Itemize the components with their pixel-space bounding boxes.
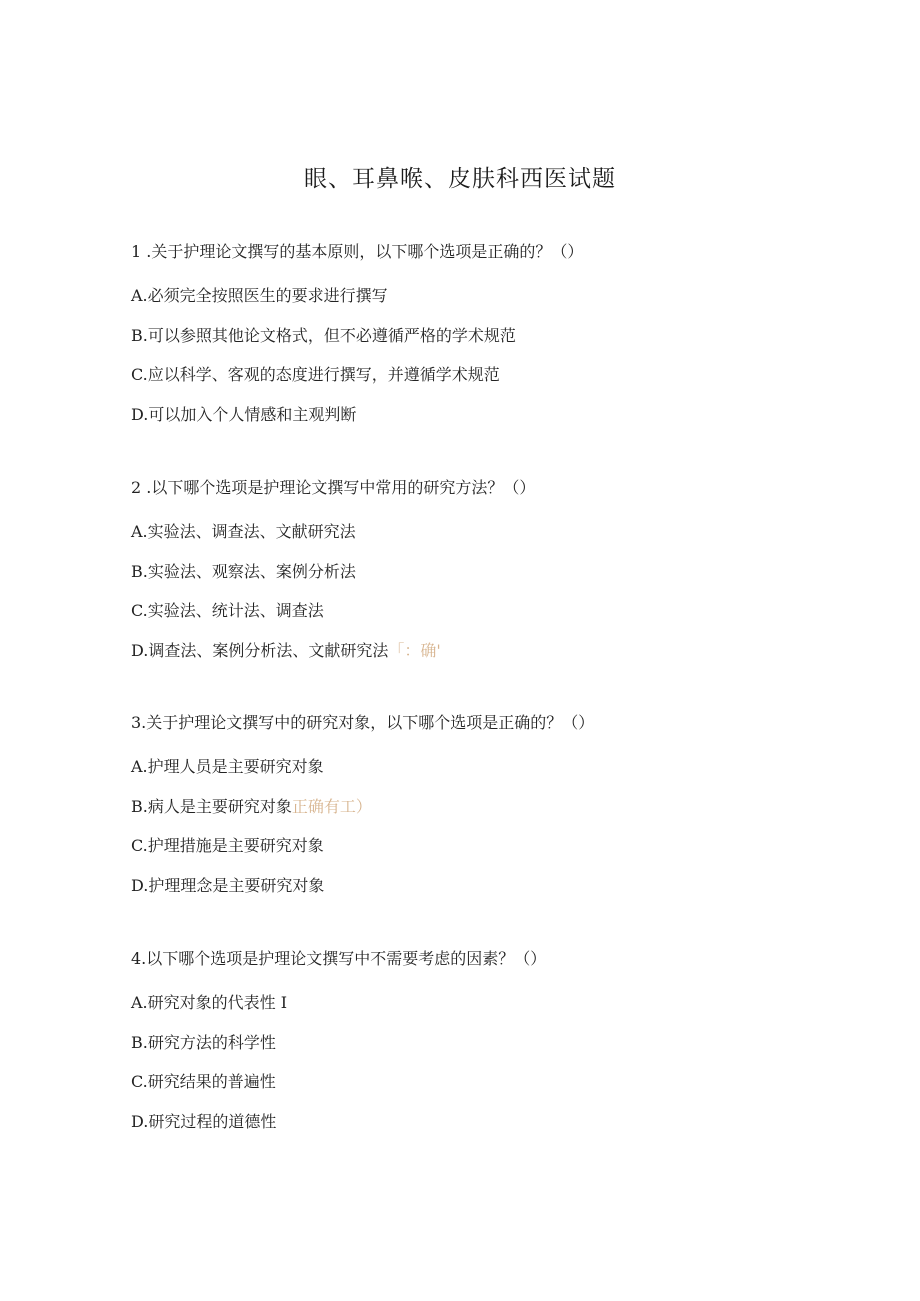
question-2 bbox=[131, 476, 851, 678]
option-b bbox=[131, 324, 851, 348]
option-c bbox=[131, 599, 851, 623]
option-b bbox=[131, 795, 851, 819]
question-1 bbox=[131, 240, 851, 442]
question-stem: 2 .以下哪个选项是护理论文撰写中常用的研究方法？（） bbox=[131, 478, 536, 497]
option-text: C.实验法、统计法、调查法 bbox=[131, 601, 324, 620]
option-text: A.必须完全按照医生的要求进行撰写 bbox=[131, 286, 388, 305]
option-list bbox=[131, 755, 851, 898]
question-4 bbox=[131, 947, 851, 1149]
question-3 bbox=[131, 711, 851, 913]
question-stem: 1 .关于护理论文撰写的基本原则，以下哪个选项是正确的？（） bbox=[131, 242, 584, 261]
option-text: B.研究方法的科学性 bbox=[131, 1032, 276, 1052]
option-text: D.研究过程的道德性 bbox=[131, 1111, 277, 1131]
question-stem: 3.关于护理论文撰写中的研究对象，以下哪个选项是正确的？（） bbox=[131, 713, 595, 732]
document-title: 眼、耳鼻喉、皮肤科西医试题 bbox=[304, 166, 616, 192]
option-text: D.调查法、案例分析法、文献研究法 bbox=[131, 640, 389, 660]
question-stem: 4.以下哪个选项是护理论文撰写中不需要考虑的因素？（） bbox=[131, 949, 547, 968]
option-text: A.实验法、调查法、文献研究法 bbox=[131, 522, 356, 541]
option-text: C.研究结果的普遍性 bbox=[131, 1072, 276, 1091]
option-b bbox=[131, 1031, 851, 1055]
option-list bbox=[131, 284, 851, 427]
option-text: B.可以参照其他论文格式，但不必遵循严格的学术规范 bbox=[131, 325, 516, 345]
option-text: D.可以加入个人情感和主观判断 bbox=[131, 404, 357, 424]
option-c bbox=[131, 1070, 851, 1094]
option-b bbox=[131, 560, 851, 584]
option-list bbox=[131, 991, 851, 1134]
option-text: C.应以科学、客观的态度进行撰写，并遵循学术规范 bbox=[131, 365, 500, 384]
option-a bbox=[131, 520, 851, 544]
option-c bbox=[131, 834, 851, 858]
option-a bbox=[131, 991, 851, 1015]
option-d bbox=[131, 403, 851, 427]
option-c bbox=[131, 363, 851, 387]
option-d bbox=[131, 874, 851, 898]
option-text: A.护理人员是主要研究对象 bbox=[131, 757, 324, 776]
option-d bbox=[131, 1110, 851, 1134]
option-text: A.研究对象的代表性 I bbox=[131, 993, 288, 1012]
option-text: B.实验法、观察法、案例分析法 bbox=[131, 561, 356, 581]
answer-mark: 「：确' bbox=[388, 640, 441, 660]
option-a bbox=[131, 755, 851, 779]
option-list bbox=[131, 520, 851, 663]
option-text: B.病人是主要研究对象 bbox=[131, 796, 292, 816]
option-text: D.护理理念是主要研究对象 bbox=[131, 875, 325, 895]
option-a bbox=[131, 284, 851, 308]
option-d bbox=[131, 639, 851, 663]
answer-mark: 正确有工） bbox=[291, 796, 372, 816]
option-text: C.护理措施是主要研究对象 bbox=[131, 836, 324, 855]
